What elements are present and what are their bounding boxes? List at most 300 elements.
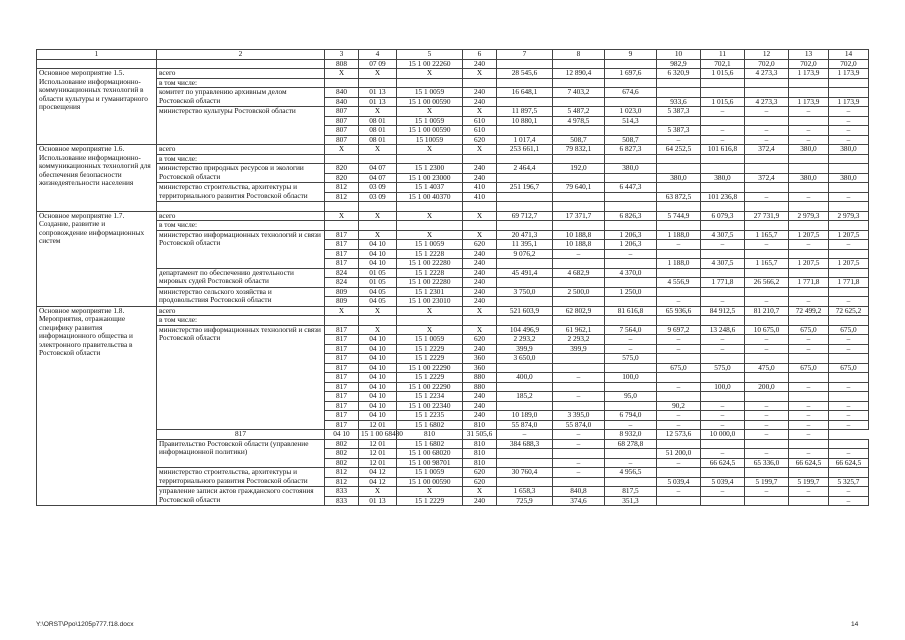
value-cell: 100,0 [701, 382, 745, 392]
value-cell: – [701, 449, 745, 459]
value-cell: – [829, 297, 869, 307]
value-cell [745, 468, 789, 478]
value-cell: 812 [325, 192, 359, 202]
executor-description: всего [157, 69, 325, 79]
value-cell: 15 1 0059 [397, 335, 463, 345]
value-cell: – [657, 344, 701, 354]
value-cell [497, 259, 553, 269]
value-cell: 10 880,1 [497, 116, 553, 126]
value-cell: 802 [325, 449, 359, 459]
budget-table [36, 49, 869, 506]
value-cell: 66 624,5 [789, 458, 829, 468]
value-cell [553, 297, 605, 307]
description-cell [157, 59, 325, 69]
value-cell: 809 [325, 287, 359, 297]
value-cell [829, 78, 869, 88]
value-cell: 702,0 [829, 59, 869, 69]
value-cell: – [829, 449, 869, 459]
executor-description: в том числе: [157, 316, 325, 326]
value-cell [829, 392, 869, 402]
value-cell [701, 496, 745, 506]
value-cell [701, 88, 745, 98]
column-number-9: 9 [605, 50, 657, 60]
value-cell: 01 05 [359, 278, 397, 288]
activity-title: Основное мероприятие 1.6. Использование информационно-коммуникационных технологий для обеспечения безопасности жизнедеятельности населения [37, 145, 157, 212]
value-cell [657, 496, 701, 506]
executor-description: департамент по обеспечению деятельности мировых судей Ростовской области [157, 268, 325, 287]
value-cell: 833 [325, 487, 359, 497]
column-number-12: 12 [745, 50, 789, 60]
value-cell: 610 [463, 116, 497, 126]
value-cell: 1 173,9 [829, 97, 869, 107]
value-cell [553, 126, 605, 136]
value-cell: 10 000,0 [701, 430, 745, 440]
value-cell: – [701, 411, 745, 421]
value-cell: 240 [463, 268, 497, 278]
value-cell: – [789, 382, 829, 392]
value-cell [553, 316, 605, 326]
value-cell [829, 154, 869, 164]
value-cell: X [359, 306, 397, 316]
value-cell: 674,6 [605, 88, 657, 98]
value-cell: – [657, 335, 701, 345]
value-cell: 04 10 [359, 344, 397, 354]
value-cell [605, 449, 657, 459]
table-row [37, 88, 869, 98]
value-cell: – [789, 430, 829, 440]
value-cell [463, 316, 497, 326]
value-cell [553, 354, 605, 364]
value-cell: 101 616,8 [701, 145, 745, 155]
value-cell [789, 183, 829, 193]
value-cell: 4 307,5 [701, 230, 745, 240]
value-cell: – [745, 240, 789, 250]
value-cell: 824 [325, 278, 359, 288]
value-cell: 5 744,9 [657, 211, 701, 221]
value-cell: – [701, 135, 745, 145]
value-cell: 817 [325, 344, 359, 354]
value-cell: 1 173,9 [829, 69, 869, 79]
column-number-8: 8 [553, 50, 605, 60]
value-cell: 810 [397, 430, 463, 440]
value-cell: 31 505,6 [463, 430, 497, 440]
value-cell: – [553, 468, 605, 478]
value-cell [701, 183, 745, 193]
executor-description: управление записи актов гражданского состояния Ростовской области [157, 487, 325, 506]
value-cell [789, 164, 829, 174]
value-cell: – [789, 449, 829, 459]
value-cell [701, 221, 745, 231]
executor-description: всего [157, 211, 325, 221]
value-cell: 04 07 [359, 164, 397, 174]
value-cell: 04 10 [359, 335, 397, 345]
value-cell [789, 88, 829, 98]
value-cell: 508,7 [605, 135, 657, 145]
value-cell: – [789, 192, 829, 202]
value-cell: 360 [463, 363, 497, 373]
value-cell: 3 395,0 [553, 411, 605, 421]
value-cell: 5 039,4 [657, 477, 701, 487]
value-cell: X [397, 325, 463, 335]
value-cell: 880 [463, 373, 497, 383]
value-cell: X [397, 145, 463, 155]
executor-description: министерство информационных технологий и связи Ростовской области [157, 325, 325, 430]
value-cell: 575,0 [605, 354, 657, 364]
value-cell: 475,0 [745, 363, 789, 373]
value-cell: X [359, 230, 397, 240]
value-cell: 15 1 2300 [397, 164, 463, 174]
value-cell: 240 [463, 344, 497, 354]
value-cell: 10 188,8 [553, 240, 605, 250]
executor-description: комитет по управлению архивным делом Ростовской области [157, 88, 325, 107]
value-cell: 6 826,3 [605, 211, 657, 221]
value-cell: X [325, 306, 359, 316]
value-cell: 817 [325, 354, 359, 364]
value-cell: 817 [325, 249, 359, 259]
value-cell: 702,0 [789, 59, 829, 69]
value-cell: – [829, 496, 869, 506]
value-cell: – [745, 107, 789, 117]
value-cell: 04 10 [359, 373, 397, 383]
value-cell [745, 88, 789, 98]
value-cell: 1 207,5 [789, 259, 829, 269]
value-cell: 15 1 0059 [397, 468, 463, 478]
value-cell: – [605, 249, 657, 259]
value-cell: 384 688,3 [497, 439, 553, 449]
value-cell: 240 [463, 259, 497, 269]
value-cell: 81 210,7 [745, 306, 789, 316]
value-cell: X [397, 230, 463, 240]
value-cell [497, 192, 553, 202]
value-cell [701, 154, 745, 164]
value-cell: 12 890,4 [553, 69, 605, 79]
value-cell: – [789, 240, 829, 250]
value-cell: 575,0 [701, 363, 745, 373]
value-cell: 104 496,9 [497, 325, 553, 335]
value-cell [701, 392, 745, 402]
value-cell [605, 202, 657, 212]
value-cell: 374,6 [553, 496, 605, 506]
value-cell: 04 10 [359, 401, 397, 411]
value-cell: – [829, 107, 869, 117]
value-cell: – [745, 449, 789, 459]
value-cell: 15 1 00 00590 [397, 477, 463, 487]
value-cell [657, 202, 701, 212]
value-cell: – [701, 420, 745, 430]
value-cell: 2 979,3 [789, 211, 829, 221]
description-cell [157, 202, 325, 212]
value-cell: 55 874,0 [497, 420, 553, 430]
value-cell: – [605, 344, 657, 354]
value-cell [359, 202, 397, 212]
value-cell [657, 164, 701, 174]
value-cell: 15 1 00 22340 [397, 401, 463, 411]
value-cell: – [829, 135, 869, 145]
value-cell: 15 1 00 00590 [397, 126, 463, 136]
activity-title: Основное мероприятие 1.7. Создание, развитие и сопровождение информационных систем [37, 211, 157, 306]
value-cell: 11 897,5 [497, 107, 553, 117]
value-cell: 9 697,2 [657, 325, 701, 335]
value-cell: 15 1 0059 [397, 116, 463, 126]
value-cell [553, 278, 605, 288]
value-cell: 5 039,4 [701, 477, 745, 487]
executor-description: Правительство Ростовской области (управление информационной политики) [157, 439, 325, 468]
value-cell: 812 [325, 477, 359, 487]
value-cell: 12 01 [359, 420, 397, 430]
column-number-10: 10 [657, 50, 701, 60]
value-cell: 1 697,6 [605, 69, 657, 79]
value-cell: 15 1 0059 [397, 240, 463, 250]
value-cell: X [463, 325, 497, 335]
value-cell: 380,0 [789, 173, 829, 183]
value-cell: X [463, 211, 497, 221]
value-cell [745, 354, 789, 364]
activity-title: Основное мероприятие 1.5. Использование информационно-коммуникационных технологий в области культуры и гуманитарного просвещения [37, 69, 157, 145]
value-cell: 1 015,6 [701, 97, 745, 107]
value-cell [789, 373, 829, 383]
value-cell [789, 496, 829, 506]
value-cell: 95,0 [605, 392, 657, 402]
value-cell [397, 202, 463, 212]
executor-description: министерство строительства, архитектуры и территориального развития Ростовской области [157, 183, 325, 202]
value-cell: X [325, 211, 359, 221]
value-cell: 725,9 [497, 496, 553, 506]
value-cell: 66 624,5 [829, 458, 869, 468]
value-cell: 817,5 [605, 487, 657, 497]
value-cell: 817 [157, 430, 325, 440]
value-cell: X [397, 487, 463, 497]
value-cell [789, 354, 829, 364]
value-cell: 62 802,9 [553, 306, 605, 316]
value-cell: – [829, 411, 869, 421]
value-cell [657, 88, 701, 98]
value-cell: 11 395,1 [497, 240, 553, 250]
value-cell: 15 1 00 22280 [397, 259, 463, 269]
table-row [37, 439, 869, 449]
value-cell: 817 [325, 335, 359, 345]
value-cell: 15 1 2229 [397, 344, 463, 354]
value-cell [397, 221, 463, 231]
value-cell: 351,3 [605, 496, 657, 506]
value-cell [463, 221, 497, 231]
value-cell: 240 [463, 88, 497, 98]
value-cell: 15 1 00 00590 [397, 97, 463, 107]
value-cell: – [553, 373, 605, 383]
value-cell: 26 566,2 [745, 278, 789, 288]
value-cell: 4 370,0 [605, 268, 657, 278]
value-cell: X [463, 487, 497, 497]
value-cell: 817 [325, 420, 359, 430]
value-cell [789, 468, 829, 478]
table-row [37, 316, 869, 326]
value-cell: 620 [463, 468, 497, 478]
value-cell: 372,4 [745, 173, 789, 183]
value-cell: 675,0 [789, 363, 829, 373]
value-cell: 521 603,9 [497, 306, 553, 316]
value-cell: X [359, 107, 397, 117]
value-cell: 04 10 [359, 259, 397, 269]
value-cell: 675,0 [829, 363, 869, 373]
value-cell [657, 373, 701, 383]
value-cell: – [657, 420, 701, 430]
value-cell: – [657, 411, 701, 421]
value-cell: 399,9 [553, 344, 605, 354]
value-cell: – [657, 487, 701, 497]
value-cell [553, 192, 605, 202]
value-cell: – [745, 420, 789, 430]
table-row [37, 468, 869, 478]
value-cell: 620 [463, 335, 497, 345]
value-cell: 840 [325, 97, 359, 107]
value-cell: 6 320,9 [657, 69, 701, 79]
value-cell: – [829, 487, 869, 497]
executor-description: в том числе: [157, 154, 325, 164]
value-cell: 1 173,9 [789, 97, 829, 107]
value-cell: 51 200,0 [657, 449, 701, 459]
value-cell: 5 199,7 [789, 477, 829, 487]
value-cell: 1 250,0 [605, 287, 657, 297]
column-number-4: 4 [359, 50, 397, 60]
value-cell: 817 [325, 230, 359, 240]
value-cell: 817 [325, 401, 359, 411]
value-cell: 810 [463, 458, 497, 468]
value-cell: 620 [463, 240, 497, 250]
value-cell: 620 [463, 135, 497, 145]
value-cell: 817 [325, 373, 359, 383]
value-cell: – [745, 192, 789, 202]
value-cell: – [657, 240, 701, 250]
column-number-6: 6 [463, 50, 497, 60]
value-cell: – [657, 297, 701, 307]
value-cell: X [463, 306, 497, 316]
executor-description: министерство сельского хозяйства и продовольствия Ростовской области [157, 287, 325, 306]
value-cell: 2 500,0 [553, 287, 605, 297]
column-number-13: 13 [789, 50, 829, 60]
value-cell: 6 827,3 [605, 145, 657, 155]
value-cell: 15 1 00 22290 [397, 363, 463, 373]
value-cell: 840 [325, 88, 359, 98]
value-cell: 240 [463, 59, 497, 69]
table-row [37, 430, 869, 440]
executor-description: министерство природных ресурсов и экологии Ростовской области [157, 164, 325, 183]
value-cell: 15 1 0059 [397, 88, 463, 98]
value-cell: 4 273,3 [745, 97, 789, 107]
value-cell: 675,0 [789, 325, 829, 335]
value-cell: 240 [463, 249, 497, 259]
value-cell: 61 962,1 [553, 325, 605, 335]
document-path: Y:\ORST\Ppo\1205p777.f18.docx [36, 621, 134, 628]
value-cell: 15 1 00 40370 [397, 192, 463, 202]
value-cell: 200,0 [745, 382, 789, 392]
value-cell: X [463, 107, 497, 117]
value-cell: 1 017,4 [497, 135, 553, 145]
value-cell: 240 [463, 287, 497, 297]
value-cell [497, 316, 553, 326]
value-cell: 03 09 [359, 192, 397, 202]
value-cell: X [359, 325, 397, 335]
column-number-11: 11 [701, 50, 745, 60]
value-cell [497, 221, 553, 231]
value-cell: 240 [463, 401, 497, 411]
value-cell: 01 13 [359, 88, 397, 98]
value-cell: 4 307,5 [701, 259, 745, 269]
table-row [37, 183, 869, 193]
value-cell [789, 154, 829, 164]
value-cell: 880 [463, 382, 497, 392]
value-cell: 79 640,1 [553, 183, 605, 193]
value-cell: X [359, 487, 397, 497]
value-cell: – [745, 135, 789, 145]
value-cell: – [605, 458, 657, 468]
value-cell: – [829, 335, 869, 345]
value-cell: 72 499,2 [789, 306, 829, 316]
value-cell: 55 874,0 [553, 420, 605, 430]
value-cell: – [789, 487, 829, 497]
value-cell: 2 464,4 [497, 164, 553, 174]
value-cell: 03 09 [359, 183, 397, 193]
value-cell: 240 [463, 297, 497, 307]
value-cell: 5 487,2 [553, 107, 605, 117]
value-cell: 1 188,0 [657, 259, 701, 269]
value-cell: 1 206,3 [605, 230, 657, 240]
value-cell: 702,0 [745, 59, 789, 69]
value-cell: 69 712,7 [497, 211, 553, 221]
value-cell: – [789, 107, 829, 117]
value-cell: – [745, 297, 789, 307]
value-cell: 15 1 00 68020 [397, 449, 463, 459]
value-cell: 399,9 [497, 344, 553, 354]
value-cell: – [553, 249, 605, 259]
value-cell [789, 316, 829, 326]
value-cell: 07 09 [359, 59, 397, 69]
value-cell: 817 [325, 259, 359, 269]
value-cell [701, 316, 745, 326]
value-cell: 10 188,8 [553, 230, 605, 240]
value-cell: 810 [463, 439, 497, 449]
value-cell: – [829, 382, 869, 392]
value-cell: 702,1 [701, 59, 745, 69]
value-cell: 28 545,6 [497, 69, 553, 79]
value-cell: 04 10 [359, 382, 397, 392]
value-cell: 812 [325, 468, 359, 478]
value-cell: X [359, 145, 397, 155]
value-cell: – [745, 411, 789, 421]
value-cell: 4 273,3 [745, 69, 789, 79]
value-cell: 817 [325, 392, 359, 402]
value-cell [553, 449, 605, 459]
value-cell: – [657, 458, 701, 468]
value-cell: 817 [325, 325, 359, 335]
value-cell: 81 616,8 [605, 306, 657, 316]
value-cell [359, 316, 397, 326]
value-cell [829, 373, 869, 383]
value-cell: – [701, 344, 745, 354]
value-cell [605, 192, 657, 202]
value-cell: 820 [325, 173, 359, 183]
value-cell [829, 88, 869, 98]
value-cell: 04 12 [359, 477, 397, 487]
value-cell: 400,0 [497, 373, 553, 383]
value-cell: – [789, 401, 829, 411]
value-cell [745, 221, 789, 231]
value-cell: X [325, 145, 359, 155]
value-cell: 15 1 2229 [397, 354, 463, 364]
value-cell: 3 650,0 [497, 354, 553, 364]
header-row [37, 50, 869, 60]
value-cell: 04 10 [359, 240, 397, 250]
value-cell: – [701, 126, 745, 136]
value-cell: 13 248,6 [701, 325, 745, 335]
